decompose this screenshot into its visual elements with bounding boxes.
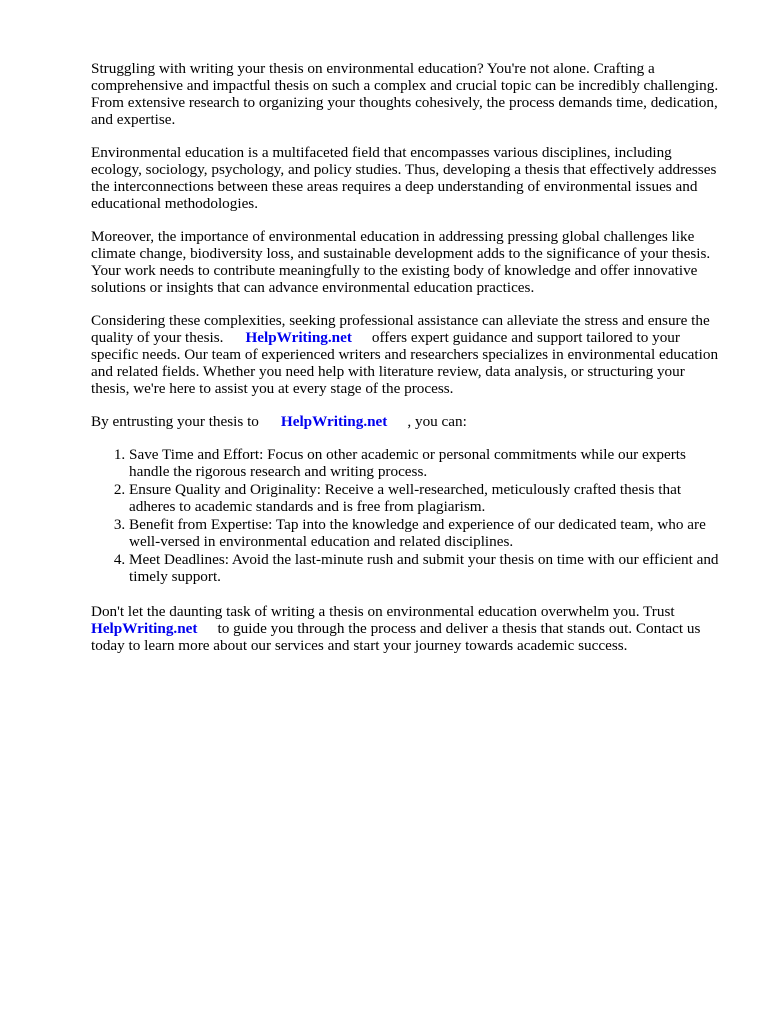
- entrust-paragraph: [91, 413, 723, 430]
- closing-text-end: to guide you through the process and deliver a thesis that stands out. Contact us today to learn more about our services and start your journey towards academic success.: [91, 620, 701, 654]
- document-body: [91, 60, 723, 670]
- importance-paragraph: Moreover, the importance of environmental education in addressing pressing global challenges like climate change, biodiversity loss, and sustainable development adds to the significance of your thesis. Your work needs to contribute meaningfully to the existing body of knowledge and offer innovative solutions or insights that can advance environmental education practices.: [91, 228, 711, 296]
- intro-paragraph: Struggling with writing your thesis on environmental education? You're not alone. Crafting a comprehensive and impactful thesis on such a complex and crucial topic can be incredibly challenging. From extensive research to organizing your thoughts cohesively, the process demands time, dedication, and expertise.: [91, 60, 719, 128]
- closing-text-start: Don't let the daunting task of writing a thesis on environmental education overwhelm you. Trust: [91, 603, 675, 620]
- list-item: 3. Benefit from Expertise: Tap into the knowledge and experience of our dedicated team, who are well-versed in environmental education and related disciplines.: [129, 516, 723, 550]
- helpwriting-link[interactable]: HelpWriting.net: [245, 329, 352, 346]
- benefits-list: [91, 446, 723, 585]
- entrust-text-end: , you can:: [407, 413, 467, 430]
- field-paragraph: Environmental education is a multifaceted field that encompasses various disciplines, including ecology, sociology, psychology, and policy studies. Thus, developing a thesis that effectively addresses the interconnections between these areas requires a deep understanding of environmental issues and educational methodologies.: [91, 144, 717, 212]
- list-item: 4. Meet Deadlines: Avoid the last-minute rush and submit your thesis on time with our efficient and timely support.: [129, 551, 723, 585]
- helpwriting-link[interactable]: HelpWriting.net: [91, 620, 198, 637]
- assistance-paragraph: [91, 312, 723, 397]
- list-item: 2. Ensure Quality and Originality: Receive a well-researched, meticulously crafted thesis that adheres to academic standards and is free from plagiarism.: [129, 481, 723, 515]
- list-item: 1. Save Time and Effort: Focus on other academic or personal commitments while our experts handle the rigorous research and writing process.: [129, 446, 723, 480]
- entrust-text-start: By entrusting your thesis to: [91, 413, 259, 430]
- helpwriting-link[interactable]: HelpWriting.net: [280, 413, 388, 430]
- assistance-text-end: offers expert guidance and support tailored to your specific needs. Our team of experienced writers and researchers specializes in environmental education and related fields. Whether you need help with literature review, data analysis, or structuring your thesis, we're here to assist you at every stage of the process.: [91, 329, 719, 397]
- assistance-text-start: Considering these complexities, seeking professional assistance can alleviate the stress and ensure the quality of your thesis.: [91, 312, 710, 346]
- closing-paragraph: [91, 603, 723, 654]
